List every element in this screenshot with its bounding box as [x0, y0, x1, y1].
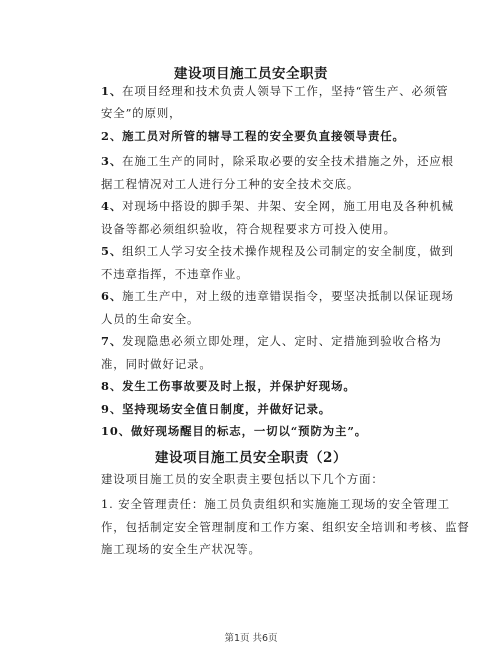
item-1-line-1	[101, 81, 448, 101]
item-number: 7、	[101, 334, 123, 348]
item-number: 2、	[101, 129, 123, 143]
item-1-line-2: 安全”的原则，	[101, 106, 182, 120]
item-4-line-1	[101, 196, 454, 216]
item-9-line-1	[101, 399, 331, 419]
point-1-line-1: 1. 安全管理责任：施工员负责组织和实施施工现场的安全管理工	[101, 497, 451, 511]
item-text: 坚持现场安全值日制度，并做好记录。	[122, 402, 332, 416]
item-5-line-2: 不违章指挥，不违章作业。	[101, 267, 249, 281]
item-6-line-1	[101, 286, 454, 306]
item-text: 对现场中搭设的脚手架、井架、安全网，施工用电及各种机械	[122, 199, 454, 213]
item-number: 9、	[101, 402, 123, 416]
item-4-line-2: 设备等都必须组织验收，符合规程要求方可投入使用。	[101, 222, 396, 236]
item-text: 施工员对所管的辖导工程的安全要负直接领导责任。	[122, 129, 405, 143]
item-7-line-2: 准，同时做好记录。	[101, 357, 212, 371]
item-2-line-1	[101, 126, 405, 146]
item-number: 3、	[101, 154, 123, 168]
item-text: 发现隐患必须立即处理，定人、定时、定措施到验收合格为	[122, 334, 442, 348]
point-1-line-2: 作，包括制定安全管理制度和工作方案、组织安全培训和考核、监督	[101, 520, 470, 534]
item-text: 在项目经理和技术负责人领导下工作，坚持“管生产、必须管	[122, 84, 449, 98]
point-1-line-3: 施工现场的安全生产状况等。	[101, 542, 261, 556]
item-6-line-2: 人员的生命安全。	[101, 312, 200, 326]
intro-text: 建设项目施工员的安全职责主要包括以下几个方面：	[101, 472, 384, 486]
section-title-1: 建设项目施工员安全职责	[174, 66, 328, 82]
item-number: 5、	[101, 244, 123, 258]
item-number: 6、	[101, 289, 123, 303]
item-text: 在施工生产的同时，除采取必要的安全技术措施之外，还应根	[122, 154, 454, 168]
page-footer: 第1页 共6页	[224, 633, 278, 644]
item-3-line-1	[101, 151, 454, 171]
item-8-line-1	[101, 376, 356, 396]
item-text: 施工生产中，对上级的违章错误指令，要坚决抵制以保证现场	[122, 289, 454, 303]
section-title-2: 建设项目施工员安全职责（2）	[155, 450, 347, 466]
item-text: 发生工伤事故要及时上报，并保护好现场。	[122, 379, 356, 393]
item-number: 8、	[101, 379, 123, 393]
item-7-line-1	[101, 331, 442, 351]
item-text: 做好现场醒目的标志，一切以“预防为主”。	[130, 424, 368, 438]
item-10-line-1	[101, 421, 367, 441]
item-text: 组织工人学习安全技术操作规程及公司制定的安全制度，做到	[122, 244, 454, 258]
item-5-line-1	[101, 241, 454, 261]
item-number: 10、	[101, 424, 131, 438]
item-3-line-2: 据工程情况对工人进行分工种的安全技术交底。	[101, 177, 360, 191]
item-number: 4、	[101, 199, 123, 213]
item-number: 1、	[101, 84, 123, 98]
